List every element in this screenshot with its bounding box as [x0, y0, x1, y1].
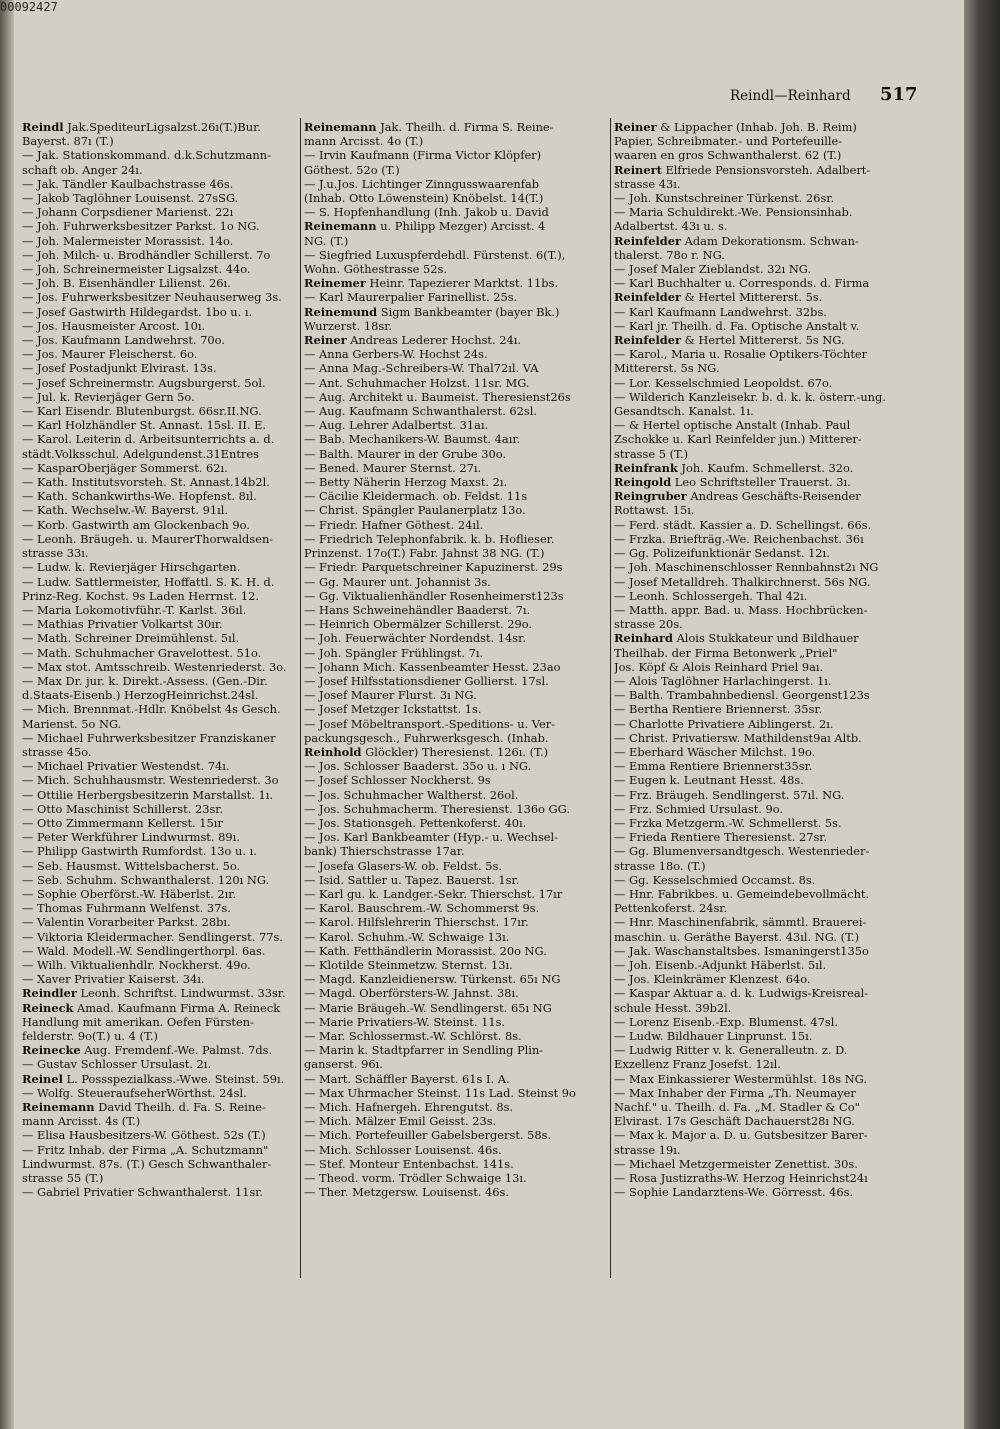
directory-entry: — J.u.Jos. Lichtinger Zinngusswaarenfab — [304, 176, 540, 191]
directory-entry: — & Hertel optische Anstalt (Inhab. Paul — [614, 418, 851, 433]
directory-entry: strasse 19ı. — [614, 1142, 681, 1157]
directory-entry: NG. (T.) — [304, 233, 349, 248]
directory-entry: — Thomas Fuhrmann Welfenst. 37s. — [22, 901, 231, 916]
directory-entry: — Kaspar Aktuar a. d. k. Ludwigs-Kreisreal- — [614, 986, 869, 1001]
directory-entry: — Wilh. Viktualienhdlr. Nockherst. 49o. — [22, 957, 251, 972]
directory-entry: — Karol. Bauschrem.-W. Schommerst 9s. — [304, 901, 540, 916]
directory-entry: — Karol. Hilfslehrerin Thierschst. 17ır. — [304, 915, 529, 930]
directory-entry: — Johann Mich. Kassenbeamter Hesst. 23ao — [304, 659, 561, 674]
directory-entry: strasse 43ı. — [614, 176, 681, 191]
directory-entry: ganserst. 96ı. — [304, 1057, 383, 1072]
directory-entry: — Mich. Hafnergeh. Ehrengutst. 8s. — [304, 1100, 514, 1115]
directory-entry: — Joh. B. Eisenhändler Lilienst. 26ı. — [22, 276, 231, 291]
directory-entry: Reinemund Sigm Bankbeamter (bayer Bk.) — [304, 304, 560, 319]
directory-entry: — Eberhard Wäscher Milchst. 19o. — [614, 744, 816, 759]
directory-entry: Nachf." u. Theilh. d. Fa. „M. Stadler & Co" — [614, 1100, 860, 1115]
directory-entry: — Irvin Kaufmann (Firma Victor Klöpfer) — [304, 148, 542, 163]
directory-entry: — Anna Gerbers-W. Hochst 24s. — [304, 347, 488, 362]
directory-entry: Theilhab. der Firma Betonwerk „Priel" — [614, 645, 838, 660]
directory-entry: — Heinrich Obermälzer Schillerst. 29o. — [304, 617, 533, 632]
directory-entry: — Eugen k. Leutnant Hesst. 48s. — [614, 773, 804, 788]
directory-entry: schule Hesst. 39b2l. — [614, 1000, 732, 1015]
directory-entry: — Joh. Spängler Frühlingst. 7ı. — [304, 645, 484, 660]
directory-entry: städt.Volksschul. Adelgundenst.31Entres — [22, 446, 259, 461]
directory-entry: — Josef Gastwirth Hildegardst. 1bo u. ı. — [22, 304, 253, 319]
directory-entry: Reingold Leo Schriftsteller Trauerst. 3ı. — [614, 475, 851, 490]
directory-entry: — Jos. Schuhmacherm. Theresienst. 136o GG. — [304, 801, 570, 816]
directory-entry: — Joh. Kunstschreiner Türkenst. 26sr. — [614, 191, 835, 206]
directory-entry: — Max Uhrmacher Steinst. 11s Lad. Steinst 9o — [304, 1085, 576, 1100]
directory-entry: — Elisa Hausbesitzers-W. Göthest. 52s (T.) — [22, 1128, 266, 1143]
directory-entry: — Otto Zimmermann Kellerst. 15ır — [22, 815, 223, 830]
directory-entry: strasse 18o. (T.) — [614, 858, 706, 873]
directory-entry: — Jak. Tändler Kaulbachstrasse 46s. — [22, 176, 234, 191]
directory-entry: — Jos. Karl Bankbeamter (Hyp.- u. Wechsel- — [304, 830, 559, 845]
directory-entry: — Friedr. Hafner Göthest. 24ıl. — [304, 517, 484, 532]
directory-entry: — Karl Kaufmann Landwehrst. 32bs. — [614, 304, 827, 319]
directory-entry: — Mathias Privatier Volkartst 30ır. — [22, 617, 223, 632]
directory-entry: — Joh. Maschinenschlosser Rennbahnst2ı NG — [614, 560, 879, 575]
directory-entry: — Gustav Schlosser Ursulast. 2ı. — [22, 1057, 212, 1072]
directory-entry: — Kath. Institutsvorsteh. St. Annast.14b2l. — [22, 475, 270, 490]
directory-entry: — Joh. Milch- u. Brodhändler Schillerst. 7o — [22, 247, 271, 262]
directory-entry: Prinz-Reg. Kochst. 9s Laden Herrnst. 12. — [22, 588, 259, 603]
directory-entry: — Gg. Maurer unt. Johannist 3s. — [304, 574, 491, 589]
directory-entry: — Mich. Mälzer Emil Geisst. 23s. — [304, 1114, 497, 1129]
directory-entry: — Lor. Kesselschmied Leopoldst. 67o. — [614, 375, 833, 390]
page-number: 517 — [880, 84, 918, 105]
directory-entry: — Karl Holzhändler St. Annast. 15sl. II. E. — [22, 418, 267, 433]
column-divider — [300, 118, 301, 1278]
directory-entry: — Karol. Leiterin d. Arbeitsunterrichts a. d. — [22, 432, 275, 447]
directory-entry: Prinzenst. 17o(T.) Fabr. Jahnst 38 NG. (T.) — [304, 546, 545, 561]
directory-entry: — Friedrich Telephonfabrik. k. b. Hoflieser. — [304, 531, 555, 546]
directory-entry: — Bertha Rentiere Briennerst. 35sr. — [614, 702, 823, 717]
directory-entry: — Max k. Major a. D. u. Gutsbesitzer Barer- — [614, 1128, 868, 1143]
directory-entry: schaft ob. Anger 24ı. — [22, 162, 143, 177]
directory-entry: — Aug. Architekt u. Baumeist. Theresienst26s — [304, 389, 571, 404]
directory-entry: — Jos. Kleinkrämer Klenzest. 64o. — [614, 972, 811, 987]
directory-entry: — Jul. k. Revierjäger Gern 5o. — [22, 389, 195, 404]
directory-entry: Zschokke u. Karl Reinfelder jun.) Mitterer- — [614, 432, 862, 447]
directory-entry: — Math. Schreiner Dreimühlenst. 5ıl. — [22, 631, 240, 646]
directory-entry: — Aug. Kaufmann Schwanthalerst. 62sl. — [304, 404, 538, 419]
directory-entry: — Kath. Fetthändlerin Morassist. 20o NG. — [304, 943, 547, 958]
directory-entry: — Frieda Rentiere Theresienst. 27sr. — [614, 830, 828, 845]
directory-entry: Reinfelder Adam Dekorationsm. Schwan- — [614, 233, 859, 248]
directory-entry: — Seb. Schuhm. Schwanthalerst. 120ı NG. — [22, 872, 270, 887]
directory-entry: — Ottilie Herbergsbesitzerin Marstallst. 1ı. — [22, 787, 273, 802]
directory-entry: — Marin k. Stadtpfarrer in Sendling Plin- — [304, 1043, 544, 1058]
directory-entry: Elvirast. 17s Geschäft Dachauerst28ı NG. — [614, 1114, 855, 1129]
directory-entry: — Karl gu. k. Landger.-Sekr. Thierschst. 17ır — [304, 886, 563, 901]
directory-entry: Göthest. 52o (T.) — [304, 162, 400, 177]
directory-entry: — Cäcilie Kleidermach. ob. Feldst. 11s — [304, 489, 528, 504]
directory-entry: — Hans Schweinehändler Baaderst. 7ı. — [304, 602, 531, 617]
directory-entry: — Hnr. Maschinenfabrik, sämmtl. Brauerei- — [614, 915, 867, 930]
directory-entry: — Hnr. Fabrikbes. u. Gemeindebevollmächt. — [614, 886, 870, 901]
directory-entry: Reinemann David Theilh. d. Fa. S. Reine- — [22, 1100, 266, 1115]
directory-entry: — Josef Hilfsstationsdiener Gollierst. 17sl. — [304, 673, 549, 688]
directory-entry: — Karl jr. Theilh. d. Fa. Optische Anstalt v. — [614, 318, 860, 333]
directory-entry: Reingruber Andreas Geschäfts-Reisender — [614, 489, 861, 504]
directory-entry: — Maria Lokomotivführ.-T. Karlst. 36ıl. — [22, 602, 247, 617]
directory-entry: Handlung mit amerikan. Oefen Fürsten- — [22, 1014, 254, 1029]
scan-id: 00092427 — [0, 0, 58, 14]
directory-entry: — Gg. Viktualienhändler Rosenheimerst123s — [304, 588, 564, 603]
directory-entry: thalerst. 78o r. NG. — [614, 247, 725, 262]
directory-entry: Reindler Leonh. Schriftst. Lindwurmst. 33sr. — [22, 986, 286, 1001]
directory-entry: Jos. Köpf & Alois Reinhard Priel 9aı. — [614, 659, 824, 674]
directory-entry: — Josef Maler Zieblandst. 32ı NG. — [614, 262, 812, 277]
directory-entry: — Frzka Metzgerm.-W. Schmellerst. 5s. — [614, 815, 842, 830]
directory-entry: — Matth. appr. Bad. u. Mass. Hochbrücken- — [614, 602, 868, 617]
directory-entry: — Rosa Justizraths-W. Herzog Heinrichst24ı — [614, 1171, 868, 1186]
directory-entry: — Josef Metalldreh. Thalkirchnerst. 56s NG. — [614, 574, 871, 589]
directory-entry: — Jos. Stationsgeh. Pettenkoferst. 40ı. — [304, 815, 527, 830]
directory-entry: — Christ. Privatiersw. Mathildenst9aı Altb. — [614, 730, 862, 745]
directory-entry: — S. Hopfenhandlung (Inh. Jakob u. David — [304, 205, 549, 220]
directory-entry: Reinfelder & Hertel Mittererst. 5s NG. — [614, 333, 845, 348]
directory-entry: — Kath. Schankwirths-We. Hopfenst. 8ıl. — [22, 489, 257, 504]
book-spine — [964, 0, 1000, 1429]
directory-entry: — Sophie Oberförst.-W. Häberlst. 2ır. — [22, 886, 237, 901]
directory-entry: — Ludw. Sattlermeister, Hoffattl. S. K. H. d. — [22, 574, 275, 589]
directory-entry: — Josef Schreinermstr. Augsburgerst. 5ol. — [22, 375, 266, 390]
directory-entry: Reinel L. Possspezialkass.-Wwe. Steinst. 59ı. — [22, 1071, 285, 1086]
directory-entry: maschin. u. Geräthe Bayerst. 43ıl. NG. (T.) — [614, 929, 860, 944]
directory-entry: — Sophie Landarztens-We. Görresst. 46s. — [614, 1185, 854, 1200]
directory-entry: — Leonh. Bräugeh. u. MaurerThorwaldsen- — [22, 531, 274, 546]
directory-entry: — Lorenz Eisenb.-Exp. Blumenst. 47sl. — [614, 1014, 838, 1029]
directory-entry: — Math. Schuhmacher Gravelottest. 51o. — [22, 645, 262, 660]
directory-entry: — Alois Taglöhner Harlachingerst. 1ı. — [614, 673, 832, 688]
directory-entry: strasse 55 (T.) — [22, 1171, 104, 1186]
directory-entry: — Karl Maurerpalier Farinellist. 25s. — [304, 290, 518, 305]
directory-entry: — Karol., Maria u. Rosalie Optikers-Töchter — [614, 347, 868, 362]
directory-entry: Exzellenz Franz Josefst. 12ıl. — [614, 1057, 781, 1072]
directory-entry: Pettenkoferst. 24sr. — [614, 901, 728, 916]
directory-entry: — Wolfg. SteueraufseherWörthst. 24sl. — [22, 1085, 247, 1100]
directory-entry: Bayerst. 87ı (T.) — [22, 134, 114, 149]
directory-entry: — Balth. Maurer in der Grube 30o. — [304, 446, 507, 461]
column-2 — [304, 120, 607, 1199]
directory-entry: — Emma Rentiere Briennerst35sr. — [614, 759, 813, 774]
directory-entry: — Magd. Kanzleidienersw. Türkenst. 65ı NG — [304, 972, 561, 987]
directory-entry: — Maria Schuldirekt.-We. Pensionsinhab. — [614, 205, 853, 220]
directory-entry: — Bened. Maurer Sternst. 27ı. — [304, 460, 482, 475]
directory-entry: — Karol. Schuhm.-W. Schwaige 13ı. — [304, 929, 510, 944]
directory-entry: — Mich. Schlosser Louisenst. 46s. — [304, 1142, 502, 1157]
directory-entry: Papier, Schreibmater.- und Portefeuille- — [614, 134, 843, 149]
directory-entry: Lindwurmst. 87s. (T.) Gesch Schwanthaler- — [22, 1156, 272, 1171]
directory-entry: — Frz. Schmied Ursulast. 9o. — [614, 801, 784, 816]
directory-entry: — Max Dr. jur. k. Direkt.-Assess. (Gen.-Dir. — [22, 673, 268, 688]
directory-entry: waaren en gros Schwanthalerst. 62 (T.) — [614, 148, 842, 163]
directory-entry: — Siegfried Luxuspferdehdl. Fürstenst. 6(T.), — [304, 247, 566, 262]
directory-entry: — Josef Metzger Ickstattst. 1s. — [304, 702, 482, 717]
directory-entry: — Aug. Lehrer Adalbertst. 31aı. — [304, 418, 489, 433]
directory-entry: — Seb. Hausmst. Wittelsbacherst. 5o. — [22, 858, 241, 873]
directory-entry: — Josef Möbeltransport.-Speditions- u. Ver- — [304, 716, 555, 731]
directory-entry: strasse 33ı. — [22, 546, 89, 561]
directory-entry: Reinecke Aug. Fremdenf.-We. Palmst. 7ds. — [22, 1043, 273, 1058]
directory-entry: — Michael Privatier Westendst. 74ı. — [22, 759, 230, 774]
directory-entry: — Frz. Bräugeh. Sendlingerst. 57ıl. NG. — [614, 787, 845, 802]
directory-entry: — Johann Corpsdiener Marienst. 22ı — [22, 205, 234, 220]
directory-entry: mann Arcisst. 4s (T.) — [22, 1114, 141, 1129]
directory-entry: — Jos. Fuhrwerksbesitzer Neuhauserweg 3s. — [22, 290, 282, 305]
directory-entry: Wohn. Göthestrasse 52s. — [304, 262, 447, 277]
directory-entry: mann Arcisst. 4o (T.) — [304, 134, 424, 149]
directory-entry: — Mar. Schlossermst.-W. Schlörst. 8s. — [304, 1029, 522, 1043]
directory-entry: strasse 20s. — [614, 617, 683, 632]
directory-entry: — Wilderich Kanzleisekr. b. d. k. k. österr.-ung. — [614, 389, 886, 404]
directory-entry: Marienst. 5o NG. — [22, 716, 122, 731]
directory-entry: — Josefa Glasers-W. ob. Feldst. 5s. — [304, 858, 502, 873]
directory-entry: — Charlotte Privatiere Aiblingerst. 2ı. — [614, 716, 834, 731]
directory-entry: — Mart. Schäffler Bayerst. 61s I. A. — [304, 1071, 510, 1086]
directory-entry: — Betty Näherin Herzog Maxst. 2ı. — [304, 475, 508, 490]
directory-entry: — Ludw. Bildhauer Linprunst. 15ı. — [614, 1029, 813, 1043]
directory-entry: strasse 5 (T.) — [614, 446, 689, 461]
directory-entry: — Karl Eisendr. Blutenburgst. 66sr.II.NG. — [22, 404, 262, 419]
directory-entry: — Marie Bräugeh.-W. Sendlingerst. 65ı NG — [304, 1000, 552, 1015]
directory-entry: — Marie Privatiers-W. Steinst. 11s. — [304, 1014, 506, 1029]
directory-entry: — Leonh. Schlossergeh. Thal 42ı. — [614, 588, 808, 603]
directory-entry: Rottawst. 15ı. — [614, 503, 695, 518]
directory-entry: — Mich. Portefeuiller Gabelsbergerst. 58s. — [304, 1128, 552, 1143]
directory-entry: — Jos. Maurer Fleischerst. 6o. — [22, 347, 198, 362]
directory-entry: d.Staats-Eisenb.) HerzogHeinrichst.24sl. — [22, 688, 259, 703]
directory-entry: — Ferd. städt. Kassier a. D. Schellingst. 66s. — [614, 517, 872, 532]
directory-entry: — Stef. Monteur Entenbachst. 141s. — [304, 1156, 514, 1171]
directory-entry: — Christ. Spängler Paulanerplatz 13o. — [304, 503, 526, 518]
directory-entry: — Josef Postadjunkt Elvirast. 13s. — [22, 361, 217, 376]
directory-entry: Reindl Jak.SpediteurLigsalzst.26ı(T.)Bur. — [22, 120, 261, 134]
directory-entry: — Jos. Schlosser Baaderst. 35o u. ı NG. — [304, 759, 532, 774]
directory-entry: — Ludw. k. Revierjäger Hirschgarten. — [22, 560, 241, 575]
directory-entry: — Joh. Feuerwächter Nordendst. 14sr. — [304, 631, 526, 646]
directory-entry: — Klotilde Steinmetzw. Sternst. 13ı. — [304, 957, 513, 972]
directory-entry: — Ther. Metzgersw. Louisenst. 46s. — [304, 1185, 510, 1200]
directory-entry: — Wald. Modell.-W. Sendlingerthorpl. 6as. — [22, 943, 266, 958]
directory-entry: — Josef Maurer Flurst. 3ı NG. — [304, 688, 477, 703]
directory-entry: Reiner Andreas Lederer Hochst. 24ı. — [304, 333, 522, 348]
directory-entry: — Philipp Gastwirth Rumfordst. 13o u. ı. — [22, 844, 257, 859]
directory-entry: — Jos. Hausmeister Arcost. 10ı. — [22, 318, 206, 333]
directory-entry: — Bab. Mechanikers-W. Baumst. 4aır. — [304, 432, 521, 447]
directory-entry: Reinhold Glöckler) Theresienst. 126ı. (T.) — [304, 744, 549, 759]
directory-entry: Reinfelder & Hertel Mittererst. 5s. — [614, 290, 823, 305]
directory-entry: strasse 45o. — [22, 744, 92, 759]
directory-entry: Mittererst. 5s NG. — [614, 361, 720, 376]
directory-entry: — Ludwig Ritter v. k. Generalleutn. z. D. — [614, 1043, 848, 1058]
directory-entry: (Inhab. Otto Löwenstein) Knöbelst. 14(T.) — [304, 191, 544, 206]
directory-entry: Reineck Amad. Kaufmann Firma A. Reineck — [22, 1000, 281, 1015]
directory-entry: — Max stot. Amtsschreib. Westenriederst. 3o. — [22, 659, 287, 674]
column-3 — [614, 120, 914, 1199]
directory-entry: — Jak. Stationskommand. d.k.Schutzmann- — [22, 148, 271, 163]
directory-entry: — Gg. Blumenversandtgesch. Westenrieder- — [614, 844, 870, 859]
directory-entry: — Joh. Fuhrwerksbesitzer Parkst. 1o NG. — [22, 219, 260, 234]
directory-entry: — Isid. Sattler u. Tapez. Bauerst. 1sr. — [304, 872, 520, 887]
directory-entry: packungsgesch., Fuhrwerksgesch. (Inhab. — [304, 730, 549, 745]
directory-entry: — Gg. Polizeifunktionär Sedanst. 12ı. — [614, 546, 830, 561]
directory-entry: — Valentin Vorarbeiter Parkst. 28bı. — [22, 915, 231, 930]
directory-entry: Reinfrank Joh. Kaufm. Schmellerst. 32o. — [614, 460, 854, 475]
directory-entry: — Joh. Schreinermeister Ligsalzst. 44o. — [22, 262, 251, 277]
directory-entry: Reinemann u. Philipp Mezger) Arcisst. 4 — [304, 219, 546, 234]
directory-entry: — Ant. Schuhmacher Holzst. 11sr. MG. — [304, 375, 530, 390]
directory-entry: Reinemer Heinr. Tapezierer Marktst. 11bs. — [304, 276, 559, 291]
directory-entry: — Joh. Eisenb.-Adjunkt Häberlst. 5ıl. — [614, 957, 827, 972]
directory-entry: — Michael Fuhrwerksbesitzer Franziskaner — [22, 730, 276, 745]
directory-entry: — Peter Werkführer Lindwurmst. 89ı. — [22, 830, 240, 845]
directory-entry: — Frzka. Briefträg.-We. Reichenbachst. 36ı — [614, 531, 864, 546]
directory-entry: — Joh. Malermeister Morassist. 14o. — [22, 233, 234, 248]
directory-entry: — Xaver Privatier Kaiserst. 34ı. — [22, 972, 205, 987]
column-divider — [610, 118, 611, 1278]
directory-entry: — Otto Maschinist Schillerst. 23sr. — [22, 801, 224, 816]
directory-entry: — Mich. Schuhhausmstr. Westenriederst. 3o — [22, 773, 279, 788]
directory-entry: bank) Thierschstrasse 17ar. — [304, 844, 465, 859]
directory-entry: — Magd. Oberförsters-W. Jahnst. 38ı. — [304, 986, 519, 1001]
directory-entry: — Friedr. Parquetschreiner Kapuzinerst. 29s — [304, 560, 563, 575]
directory-entry: — Karl Buchhalter u. Corresponds. d. Firma — [614, 276, 870, 291]
directory-entry: — Korb. Gastwirth am Glockenbach 9o. — [22, 517, 250, 532]
directory-entry: — Max Einkassierer Westermühlst. 18s NG. — [614, 1071, 867, 1086]
directory-entry: Reinemann Jak. Theilh. d. Firma S. Reine- — [304, 120, 554, 134]
directory-entry: Reinhard Alois Stukkateur und Bildhauer — [614, 631, 859, 646]
directory-entry: — Max Inhaber der Firma „Th. Neumayer — [614, 1085, 856, 1100]
directory-entry: — Jak. Waschanstaltsbes. Ismaningerst135o — [614, 943, 869, 958]
directory-entry: — KasparOberjäger Sommerst. 62ı. — [22, 460, 228, 475]
column-1 — [22, 120, 297, 1199]
running-title: Reindl—Reinhard — [730, 88, 851, 104]
directory-entry: — Jakob Taglöhner Louisenst. 27sSG. — [22, 191, 239, 206]
directory-entry: — Gabriel Privatier Schwanthalerst. 11sr. — [22, 1185, 264, 1200]
directory-entry: — Michael Metzgermeister Zenettist. 30s. — [614, 1156, 858, 1171]
directory-entry: — Balth. Trambahnbediensl. Georgenst123s — [614, 688, 870, 703]
directory-entry: Reinert Elfriede Pensionsvorsteh. Adalbert- — [614, 162, 871, 177]
directory-entry: Gesandtsch. Kanalst. 1ı. — [614, 404, 754, 419]
directory-entry: felderstr. 9o(T.) u. 4 (T.) — [22, 1029, 158, 1043]
directory-entry: — Fritz Inhab. der Firma „A. Schutzmann" — [22, 1142, 269, 1157]
directory-entry: — Josef Schlosser Nockherst. 9s — [304, 773, 491, 788]
directory-entry: — Jos. Kaufmann Landwehrst. 70o. — [22, 333, 225, 348]
directory-entry: — Jos. Schuhmacher Waltherst. 26ol. — [304, 787, 519, 802]
directory-entry: Wurzerst. 18sr. — [304, 318, 393, 333]
directory-entry: — Theod. vorm. Trödler Schwaige 13ı. — [304, 1171, 527, 1186]
directory-entry: Adalbertst. 43ı u. s. — [614, 219, 728, 234]
directory-entry: — Mich. Brennmat.-Hdlr. Knöbelst 4s Gesch. — [22, 702, 281, 717]
directory-entry: — Viktoria Kleidermacher. Sendlingerst. 77s. — [22, 929, 283, 944]
directory-entry: — Anna Mag.-Schreibers-W. Thal72ıl. VA — [304, 361, 539, 376]
page-left-edge — [0, 0, 14, 1429]
directory-entry: Reiner & Lippacher (Inhab. Joh. B. Reim) — [614, 120, 857, 134]
directory-entry: — Gg. Kesselschmied Occamst. 8s. — [614, 872, 816, 887]
directory-entry: — Kath. Wechselw.-W. Bayerst. 91ıl. — [22, 503, 228, 518]
